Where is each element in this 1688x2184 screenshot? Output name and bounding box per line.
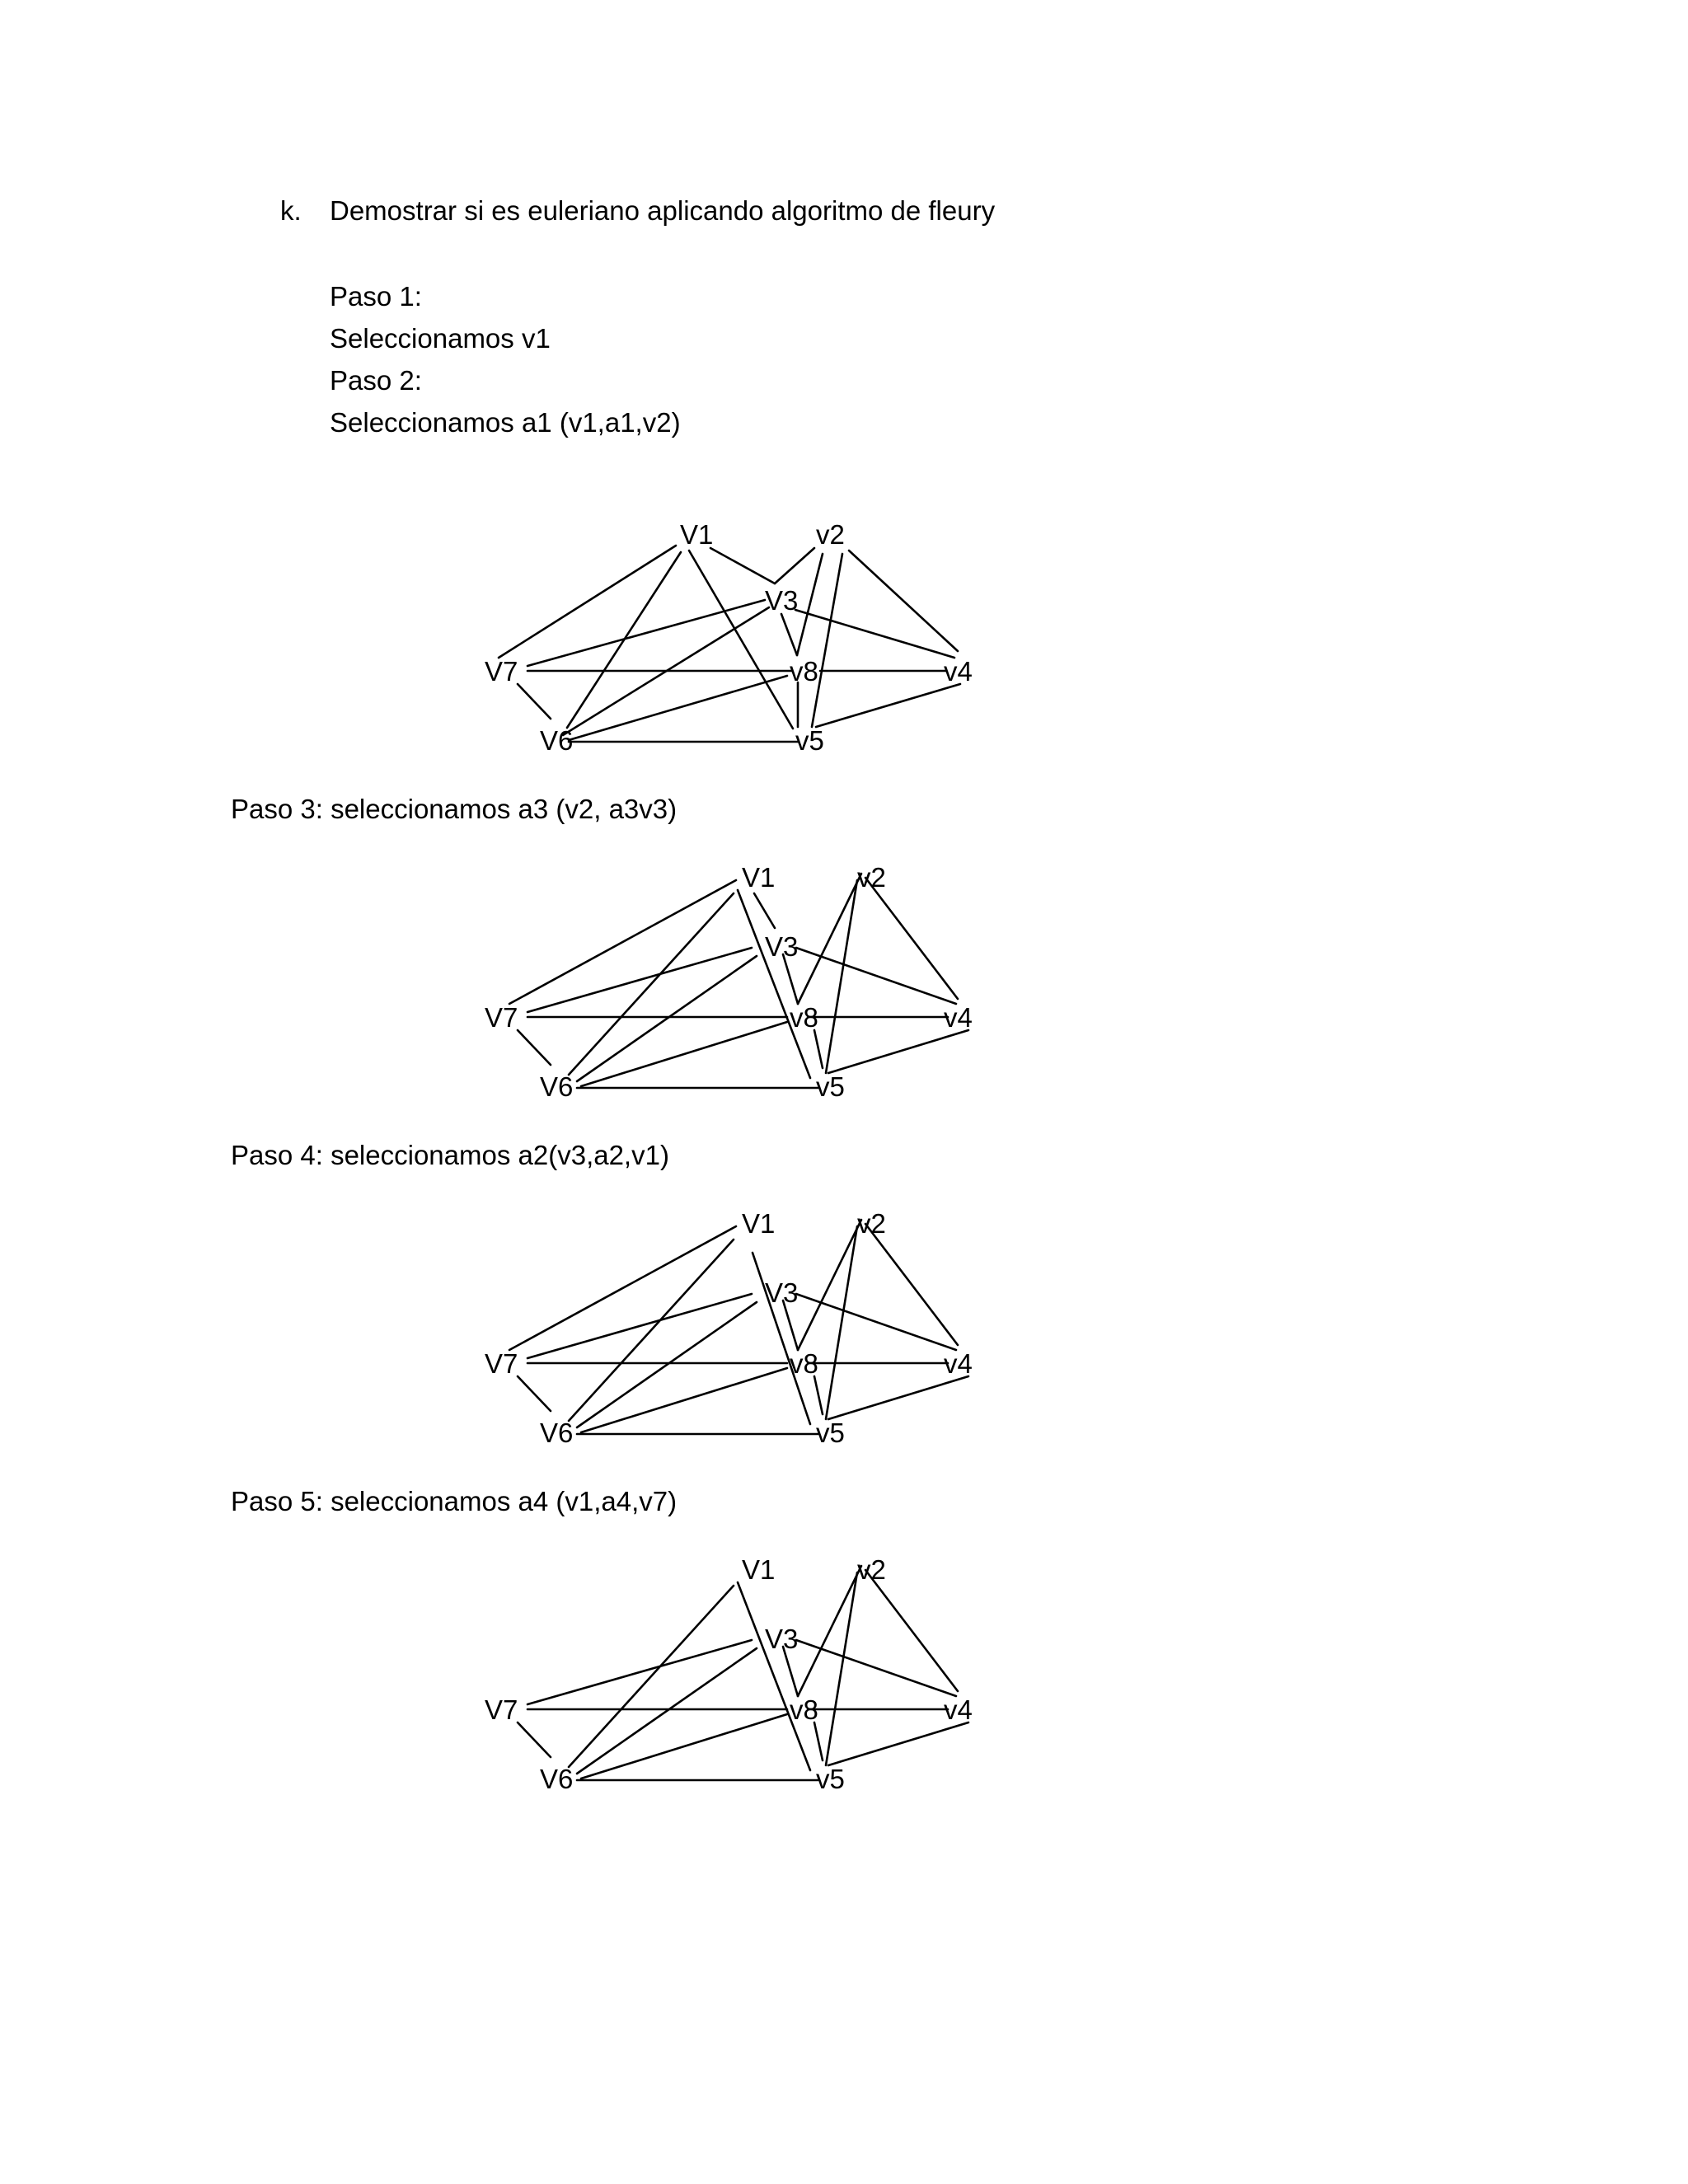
edge: [828, 1722, 968, 1765]
vertex-label: V1: [742, 1208, 776, 1239]
graph-step-5: [0, 1549, 1688, 1805]
edge: [828, 1030, 968, 1073]
edge: [689, 551, 793, 729]
vertex-label: v2: [816, 519, 845, 550]
edge: [781, 614, 797, 655]
vertex-label: V7: [485, 1694, 518, 1725]
vertex-label: v5: [816, 1071, 845, 1102]
vertex-label: V1: [742, 1554, 776, 1585]
edge: [797, 554, 823, 655]
edge: [581, 1368, 787, 1432]
edge: [783, 954, 798, 1004]
vertex-label: v5: [816, 1418, 845, 1448]
vertex-label: v2: [857, 862, 886, 893]
edge: [814, 1030, 823, 1068]
vertex-label: v5: [795, 725, 824, 756]
edge: [798, 874, 861, 1004]
step-3-caption: Paso 3: seleccionamos a3 (v2, a3v3): [231, 794, 678, 824]
edge: [581, 1714, 787, 1779]
edge: [775, 548, 814, 583]
edge: [528, 1294, 752, 1358]
edge: [518, 1722, 551, 1757]
edge: [826, 1226, 857, 1419]
edge: [795, 610, 954, 658]
graph-step-4: [0, 1203, 1688, 1459]
step-2-label: Paso 2:: [330, 365, 422, 396]
vertex-label: V3: [765, 585, 799, 616]
vertex-label: V1: [742, 862, 776, 893]
edge: [826, 880, 857, 1073]
heading-title: Demostrar si es euleriano aplicando algoritmo de fleury: [330, 195, 996, 226]
edge: [738, 1582, 810, 1770]
edge: [577, 956, 757, 1081]
vertex-label: v8: [790, 1002, 818, 1033]
edge: [814, 1376, 823, 1414]
step-1-text: Seleccionamos v1: [330, 323, 551, 354]
edge: [528, 948, 752, 1012]
vertex-label: V3: [765, 931, 799, 962]
vertex-label: v2: [857, 1554, 886, 1585]
vertex-label: V6: [540, 1071, 574, 1102]
vertex-label: v8: [790, 1694, 818, 1725]
edge: [798, 1220, 861, 1350]
vertex-label: V6: [540, 725, 574, 756]
graph-edges: [499, 546, 960, 742]
vertex-label: v8: [790, 656, 818, 687]
vertex-label: V7: [485, 656, 518, 687]
edge: [783, 1301, 798, 1350]
vertex-label: v5: [816, 1764, 845, 1794]
edge: [577, 1302, 757, 1427]
edge: [518, 1030, 551, 1065]
graph-edges: [518, 1566, 968, 1780]
edge: [783, 1647, 798, 1696]
vertex-label: V3: [765, 1277, 799, 1308]
vertex-label: v4: [944, 1348, 973, 1379]
edge: [798, 1566, 861, 1696]
vertex-label: v4: [944, 656, 973, 687]
edge: [754, 893, 775, 928]
edge: [849, 551, 958, 651]
edge: [865, 878, 958, 999]
vertex-label: v2: [857, 1208, 886, 1239]
edge: [528, 1640, 752, 1704]
step-5-caption: Paso 5: seleccionamos a4 (v1,a4,v7): [231, 1486, 678, 1516]
edge: [738, 890, 810, 1078]
edge: [518, 684, 551, 719]
vertex-label: V6: [540, 1418, 574, 1448]
vertex-label: v4: [944, 1002, 973, 1033]
edge: [710, 548, 775, 583]
edge: [577, 1648, 757, 1774]
vertex-label: V6: [540, 1764, 574, 1794]
vertex-label: V1: [680, 519, 714, 550]
graph-step-3: [0, 857, 1688, 1113]
edge: [826, 1572, 857, 1765]
step-4-caption: Paso 4: seleccionamos a2(v3,a2,v1): [231, 1140, 669, 1170]
edge: [828, 1376, 968, 1419]
graph-step-2: [0, 511, 1688, 766]
edge: [581, 1022, 787, 1086]
edge: [816, 684, 960, 727]
heading-marker: k.: [280, 195, 302, 226]
vertex-label: V3: [765, 1624, 799, 1654]
vertex-label: v4: [944, 1694, 973, 1725]
vertex-label: v8: [790, 1348, 818, 1379]
edge: [865, 1224, 958, 1345]
step-2-text: Seleccionamos a1 (v1,a1,v2): [330, 407, 681, 438]
edge: [865, 1570, 958, 1691]
edge: [518, 1376, 551, 1411]
edge: [814, 1722, 823, 1760]
step-1-label: Paso 1:: [330, 281, 422, 312]
graph-edges: [509, 874, 968, 1088]
graph-edges: [509, 1220, 968, 1434]
vertex-label: V7: [485, 1002, 518, 1033]
vertex-label: V7: [485, 1348, 518, 1379]
edge: [569, 676, 787, 740]
